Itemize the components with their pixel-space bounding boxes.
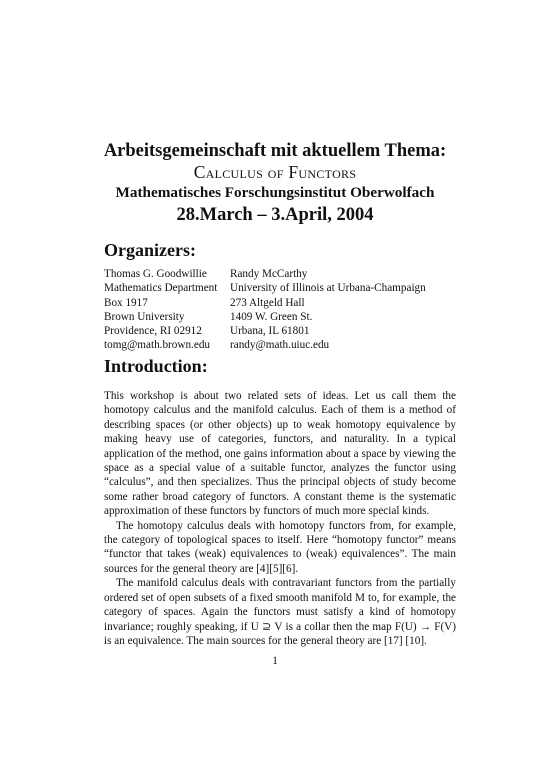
workshop-topic: Calculus of Functors	[193, 162, 357, 182]
organizer-row	[104, 338, 426, 352]
organizer-row	[104, 267, 426, 281]
organizer-goodwillie-cell: Box 1917	[104, 296, 148, 309]
organizer-goodwillie-cell: Mathematics Department	[104, 282, 218, 295]
organizer-row	[104, 324, 426, 338]
intro-paragraph: This workshop is about two related sets of ideas. Let us call them the homotopy calculus and the manifold calculus. Each of them is a method of describing spaces (or other objects) up to weak homotopy equivalence by making heavy use of categories, functors, and naturality. In a typical application of the method, one gains information about a space by viewing the space as a special value of a suitable functor, analyzes the functor using “calculus”, and then specializes. Thus the principal objects of study become some rather broad category of functors. A constant theme is the systematic approximation of these functors by functors of much more special kinds.	[104, 390, 456, 518]
organizer-mccarthy-cell: Urbana, IL 61801	[230, 325, 310, 338]
workshop-title: Arbeitsgemeinschaft mit aktuellem Thema:	[103, 141, 447, 161]
introduction-body	[104, 389, 456, 648]
organizer-goodwillie-cell: Brown University	[104, 310, 185, 323]
organizer-row	[104, 296, 426, 310]
organizer-mccarthy-cell: Randy McCarthy	[230, 268, 308, 280]
organizer-goodwillie-cell: Providence, RI 02912	[104, 325, 202, 338]
organizers-heading: Organizers:	[104, 240, 196, 260]
introduction-heading: Introduction:	[104, 356, 208, 376]
title-block	[0, 140, 550, 227]
intro-paragraph: The homotopy calculus deals with homotopy functors from, for example, the category of topological spaces to itself. Here “homotopy functor” means “functor that takes (weak) equivalences to (weak) equivalences”. The main sources for the general theory are [4][5][6].	[104, 519, 456, 575]
organizer-goodwillie-cell: tomg@math.brown.edu	[104, 339, 211, 352]
organizer-row	[104, 281, 426, 295]
institute-name: Mathematisches Forschungsinstitut Oberwolfach	[115, 184, 435, 201]
organizer-mccarthy-cell: randy@math.uiuc.edu	[230, 339, 330, 352]
organizer-goodwillie-cell: Thomas G. Goodwillie	[104, 268, 207, 280]
organizers-table	[104, 267, 426, 353]
intro-paragraph: The manifold calculus deals with contravariant functors from the partially ordered set of open subsets of a fixed smooth manifold M to, for example, the category of spaces. Again the functors must satisfy a kind of homotopy invariance; roughly speaking, if U ⊇ V is a collar then the map F(U) → F(V) is an equivalence. The main sources for the general theory are [17] [10].	[104, 577, 456, 647]
organizer-mccarthy-cell: University of Illinois at Urbana-Champaign	[230, 282, 426, 295]
organizer-row	[104, 310, 426, 324]
organizer-mccarthy-cell: 273 Altgeld Hall	[230, 296, 305, 309]
workshop-dates: 28.March – 3.April, 2004	[176, 205, 374, 225]
organizer-mccarthy-cell: 1409 W. Green St.	[230, 310, 313, 323]
page-number: 1	[272, 655, 278, 667]
